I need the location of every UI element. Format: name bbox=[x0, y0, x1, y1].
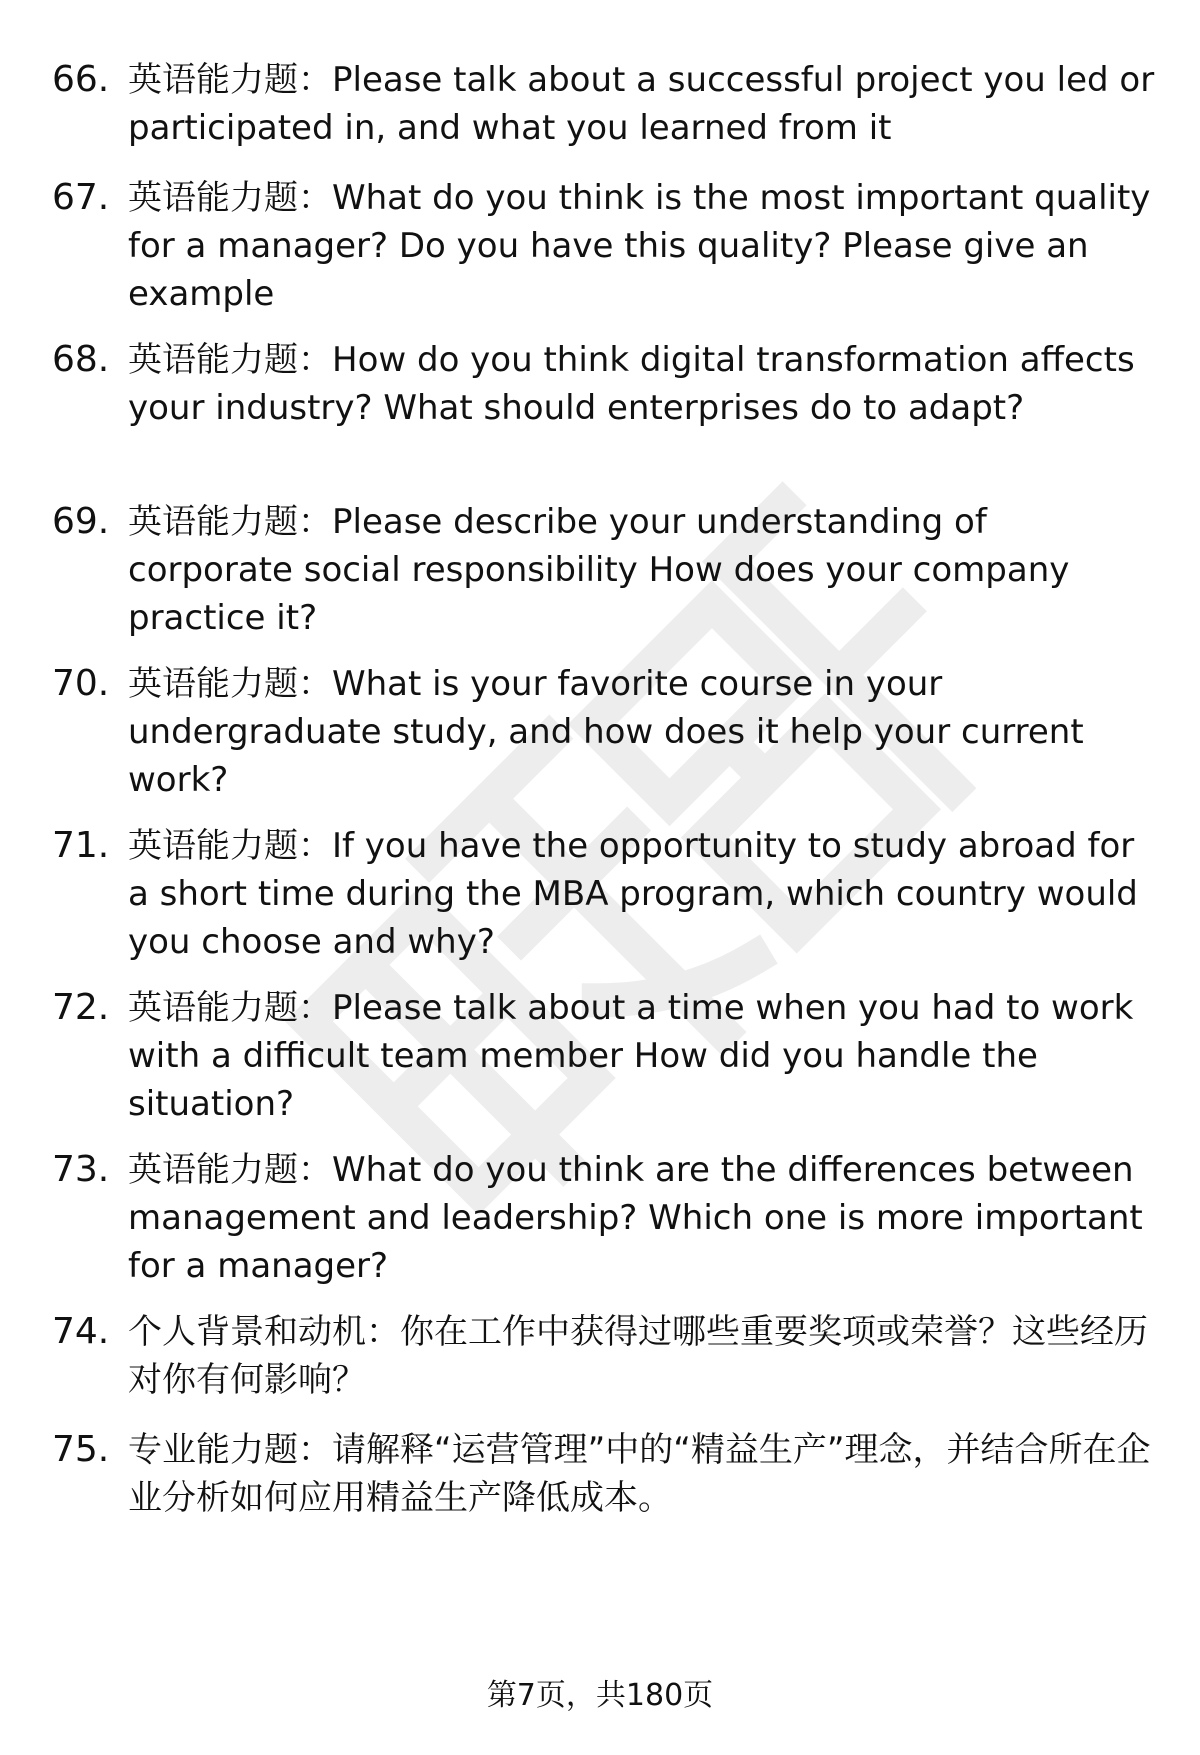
question-category: 英语能力题： bbox=[128, 340, 332, 380]
question-body bbox=[128, 56, 1158, 152]
question-body bbox=[128, 660, 1158, 804]
question-body bbox=[128, 1308, 1158, 1404]
question-text: What is your favorite course in your undergraduate study, and how does it help your current work? bbox=[128, 664, 1084, 800]
question-body bbox=[128, 174, 1158, 318]
question-number: 70. bbox=[52, 663, 110, 704]
question-body bbox=[128, 1426, 1158, 1522]
question-category: 专业能力题： bbox=[128, 1430, 332, 1470]
question-category: 英语能力题： bbox=[128, 988, 332, 1028]
question-category: 个人背景和动机： bbox=[128, 1312, 400, 1352]
question-category: 英语能力题： bbox=[128, 178, 332, 218]
question-text: What do you think is the most important quality for a manager? Do you have this quality? Please give an example bbox=[128, 178, 1151, 314]
question-number: 67. bbox=[52, 177, 110, 218]
question-number: 66. bbox=[52, 59, 110, 100]
question-text: If you have the opportunity to study abroad for a short time during the MBA program, which country would you choose and why? bbox=[128, 826, 1138, 962]
question-category: 英语能力题： bbox=[128, 664, 332, 704]
question-number: 74. bbox=[52, 1311, 110, 1352]
question-text: 你在工作中获得过哪些重要奖项或荣誉？这些经历对你有何影响？ bbox=[128, 1312, 1148, 1400]
question-category: 英语能力题： bbox=[128, 1150, 332, 1190]
question-category: 英语能力题： bbox=[128, 826, 332, 866]
question-number: 68. bbox=[52, 339, 110, 380]
question-text: How do you think digital transformation affects your industry? What should enterprises do to adapt? bbox=[128, 340, 1135, 428]
question-body bbox=[128, 984, 1158, 1128]
page-footer: 第7页，共180页 bbox=[486, 1678, 714, 1713]
question-text: Please talk about a successful project you led or participated in, and what you learned from it bbox=[128, 60, 1155, 148]
question-text: What do you think are the differences between management and leadership? Which one is more important for a manager? bbox=[128, 1150, 1143, 1286]
question-body bbox=[128, 336, 1158, 432]
question-text: Please describe your understanding of corporate social responsibility How does your company practice it? bbox=[128, 502, 1070, 638]
question-category: 英语能力题： bbox=[128, 502, 332, 542]
question-number: 69. bbox=[52, 501, 110, 542]
question-text: Please talk about a time when you had to work with a difficult team member How did you handle the situation? bbox=[128, 988, 1134, 1124]
question-category: 英语能力题： bbox=[128, 60, 332, 100]
question-number: 71. bbox=[52, 825, 110, 866]
question-number: 73. bbox=[52, 1149, 110, 1190]
question-number: 75. bbox=[52, 1429, 110, 1470]
question-body bbox=[128, 822, 1158, 966]
question-body bbox=[128, 1146, 1158, 1290]
question-number: 72. bbox=[52, 987, 110, 1028]
question-text: 请解释“运营管理”中的“精益生产”理念，并结合所在企业分析如何应用精益生产降低成本。 bbox=[128, 1430, 1151, 1518]
question-body bbox=[128, 498, 1158, 642]
